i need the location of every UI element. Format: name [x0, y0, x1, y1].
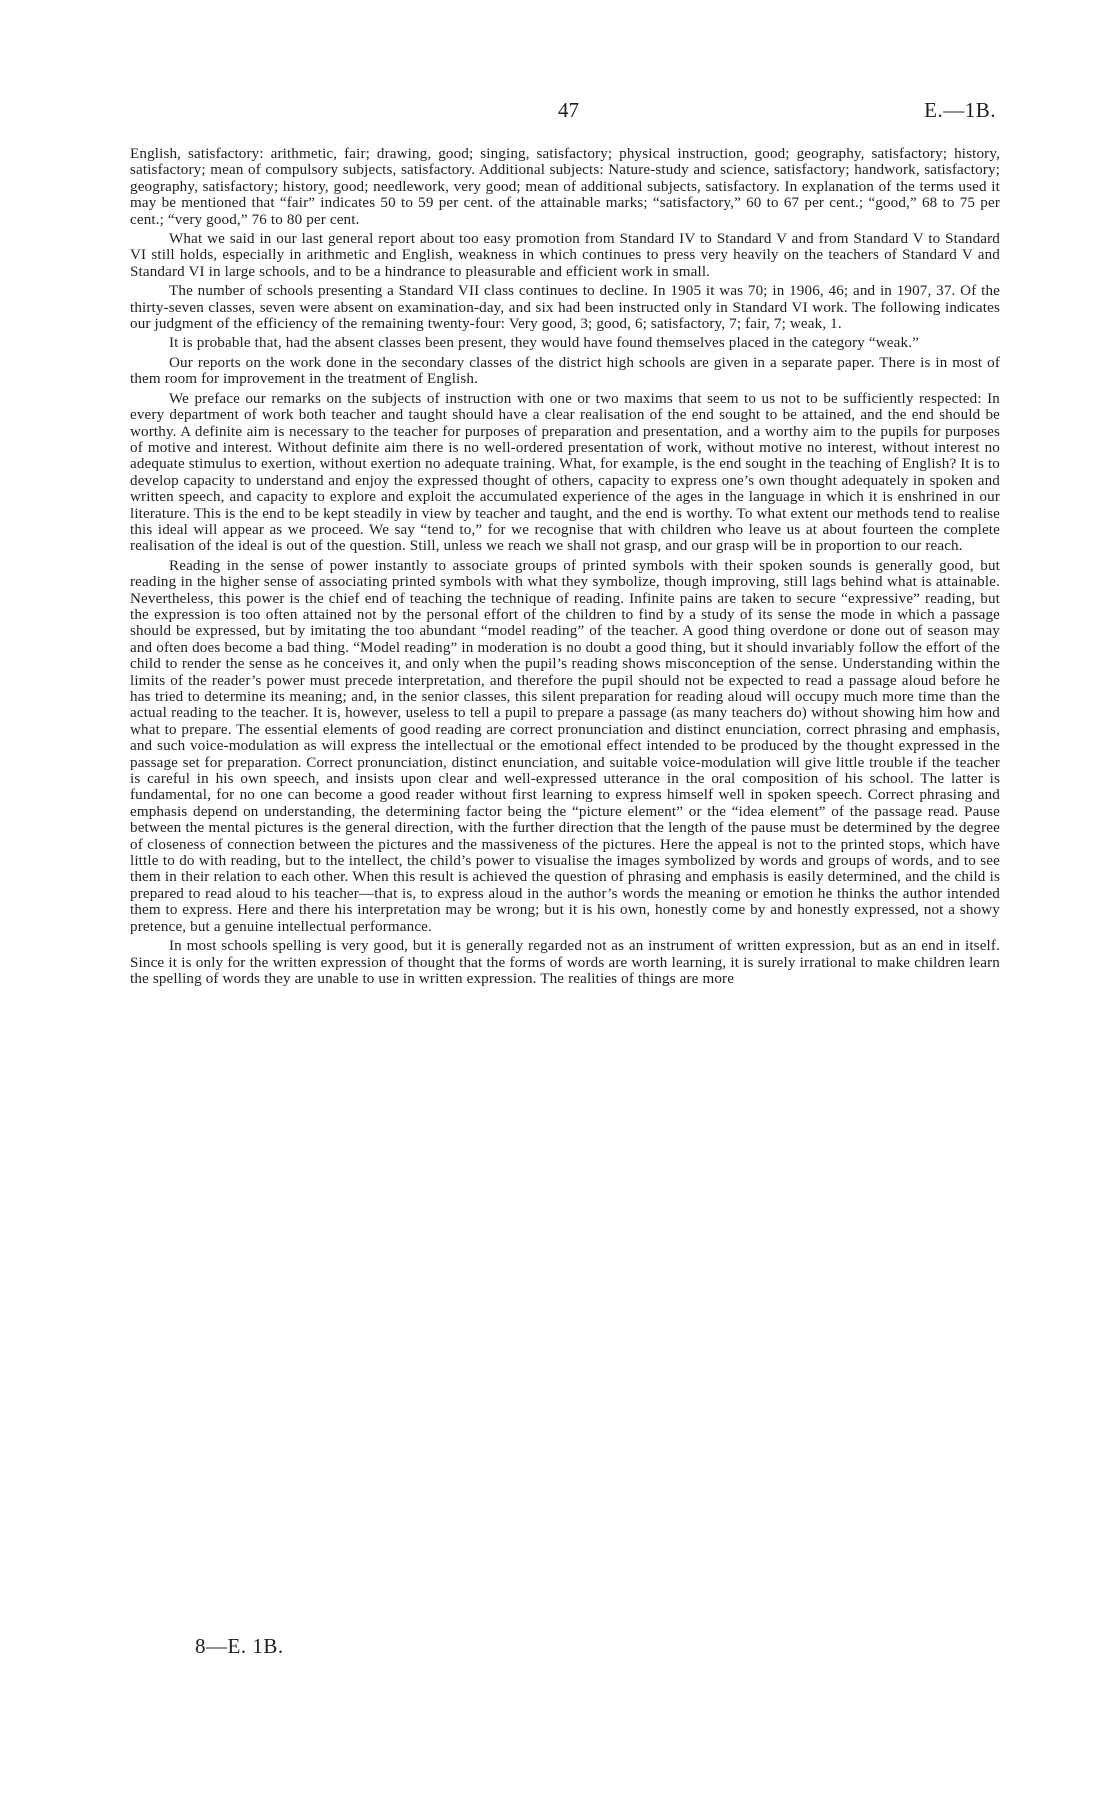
paragraph-1: English, satisfactory: arithmetic, fair; drawing, good; singing, satisfactory; physical instruction, good; geography, satisfactory; history, satisfactory; mean of compulsory subjects, satisfactory. Additional subjects: Nature-study and science, satisfactory; handwork, satisfactory; geography, satisfactory; history, good; needlework, very good; mean of additional subjects, satisfactory. In explanation of the terms used it may be mentioned that “fair” indicates 50 to 59 per cent. of the attainable marks; “satisfactory,” 60 to 67 per cent.; “good,” 68 to 75 per cent.; “very good,” 76 to 80 per cent. [130, 146, 1000, 228]
paragraph-6: We preface our remarks on the subjects of instruction with one or two maxims that seem to us not to be sufficiently respected: In every department of work both teacher and taught should have a clear realisation of the end sought to be attained, and the end should be worthy. A definite aim is necessary to the teacher for purposes of preparation and presentation, and a worthy aim to the pupils for purposes of motive and interest. Without definite aim there is no well-ordered presentation of work, without motive no interest, without interest no adequate stimulus to exertion, without exertion no adequate training. What, for example, is the end sought in the teaching of English? It is to develop capacity to understand and enjoy the expressed thought of others, capacity to express one’s own thought adequately in spoken and written speech, and capacity to explore and exploit the accumulated experience of the ages in the language in which it is enshrined in our literature. This is the end to be kept steadily in view by teacher and taught, and the end is worthy. To what extent our methods tend to realise this ideal will appear as we proceed. We say “tend to,” for we recognise that with children who leave us at about fourteen the complete realisation of the ideal is out of the question. Still, unless we reach we shall not grasp, and our grasp will be in proportion to our reach. [130, 390, 1000, 555]
paragraph-3: The number of schools presenting a Standard VII class continues to decline. In 1905 it was 70; in 1906, 46; and in 1907, 37. Of the thirty-seven classes, seven were absent on examination-day, and six had been instructed only in Standard VI work. The following indicates our judgment of the efficiency of the remaining twenty-four: Very good, 3; good, 6; satisfactory, 7; fair, 7; weak, 1. [130, 283, 1000, 333]
body-text [130, 146, 1000, 987]
paragraph-8: In most schools spelling is very good, but it is generally regarded not as an instrument of written expression, but as an end in itself. Since it is only for the written expression of thought that the forms of words are worth learning, it is surely irrational to make children learn the spelling of words they are unable to use in written expression. The realities of things are more [130, 938, 1000, 987]
paragraph-4: It is probable that, had the absent classes been present, they would have found themselves placed in the category “weak.” [169, 335, 919, 352]
paragraph-2: What we said in our last general report about too easy promotion from Standard IV to Standard V and from Standard V to Standard VI still holds, especially in arithmetic and English, weakness in which continues to press very heavily on the teachers of Standard V and Standard VI in large schools, and to be a hindrance to pleasurable and efficient work in small. [130, 231, 1000, 280]
paragraph-5: Our reports on the work done in the secondary classes of the district high schools are given in a separate paper. There is in most of them room for improvement in the treatment of English. [130, 354, 1000, 388]
printer-signature-mark: 8—E. 1B. [195, 1634, 284, 1658]
paragraph-7: Reading in the sense of power instantly to associate groups of printed symbols with their spoken sounds is generally good, but reading in the higher sense of associating printed symbols with what they symbolize, though improving, still lags behind what is attainable. Nevertheless, this power is the chief end of teaching the technique of reading. Infinite pains are taken to secure “expressive” reading, but the expression is too often attained not by the personal effort of the children to find by a study of its sense the mode in which a passage should be expressed, but by imitating the too abundant “model reading” of the teacher. A good thing overdone or done out of season may and often does become a bad thing. “Model reading” in moderation is no doubt a good thing, but it should invariably follow the effort of the child to render the sense as he conceives it, and only when the pupil’s reading shows misconception of the sense. Understanding within the limits of the reader’s power must precede interpretation, and therefore the pupil should not be expected to read a passage aloud before he has tried to determine its meaning; and, in the senior classes, this silent preparation for reading aloud will occupy much more time than the actual reading to the teacher. It is, however, useless to tell a pupil to prepare a passage (as many teachers do) without showing him how and what to prepare. The essential elements of good reading are correct pronunciation and distinct enunciation, correct phrasing and emphasis, and such voice-modulation as will express the intellectual or the emotional effect intended to be produced by the thought expressed in the passage set for preparation. Correct pronunciation, distinct enunciation, and suitable voice-modulation will give little trouble if the teacher is careful in his own speech, and insists upon clear and well-expressed utterance in the oral composition of his school. The latter is fundamental, for no one can become a good reader without first learning to express himself well in spoken speech. Correct phrasing and emphasis depend on understanding, the determining factor being the “picture element” or the “idea element” of the passage read. Pause between the mental pictures is the general direction, with the further direction that the length of the pause must be determined by the degree of closeness of connection between the pictures and the massiveness of the pictures. Here the appeal is not to the printed stops, which have little to do with reading, but to the intellect, the child’s power to visualise the images symbolized by words and groups of words, and to see them in their relation to each other. When this result is achieved the question of phrasing and emphasis is easily determined, and the child is prepared to read aloud to his teacher—that is, to express aloud in the author’s words the meaning or emotion he thinks the author intended them to express. Here and there his interpretation may be wrong; but it is his own, honestly come by and honestly expressed, not a showy pretence, but a genuine intellectual performance. [130, 557, 1000, 935]
page-number: 47 [558, 98, 579, 122]
document-reference: E.—1B. [924, 98, 996, 122]
page-header [0, 98, 1114, 128]
